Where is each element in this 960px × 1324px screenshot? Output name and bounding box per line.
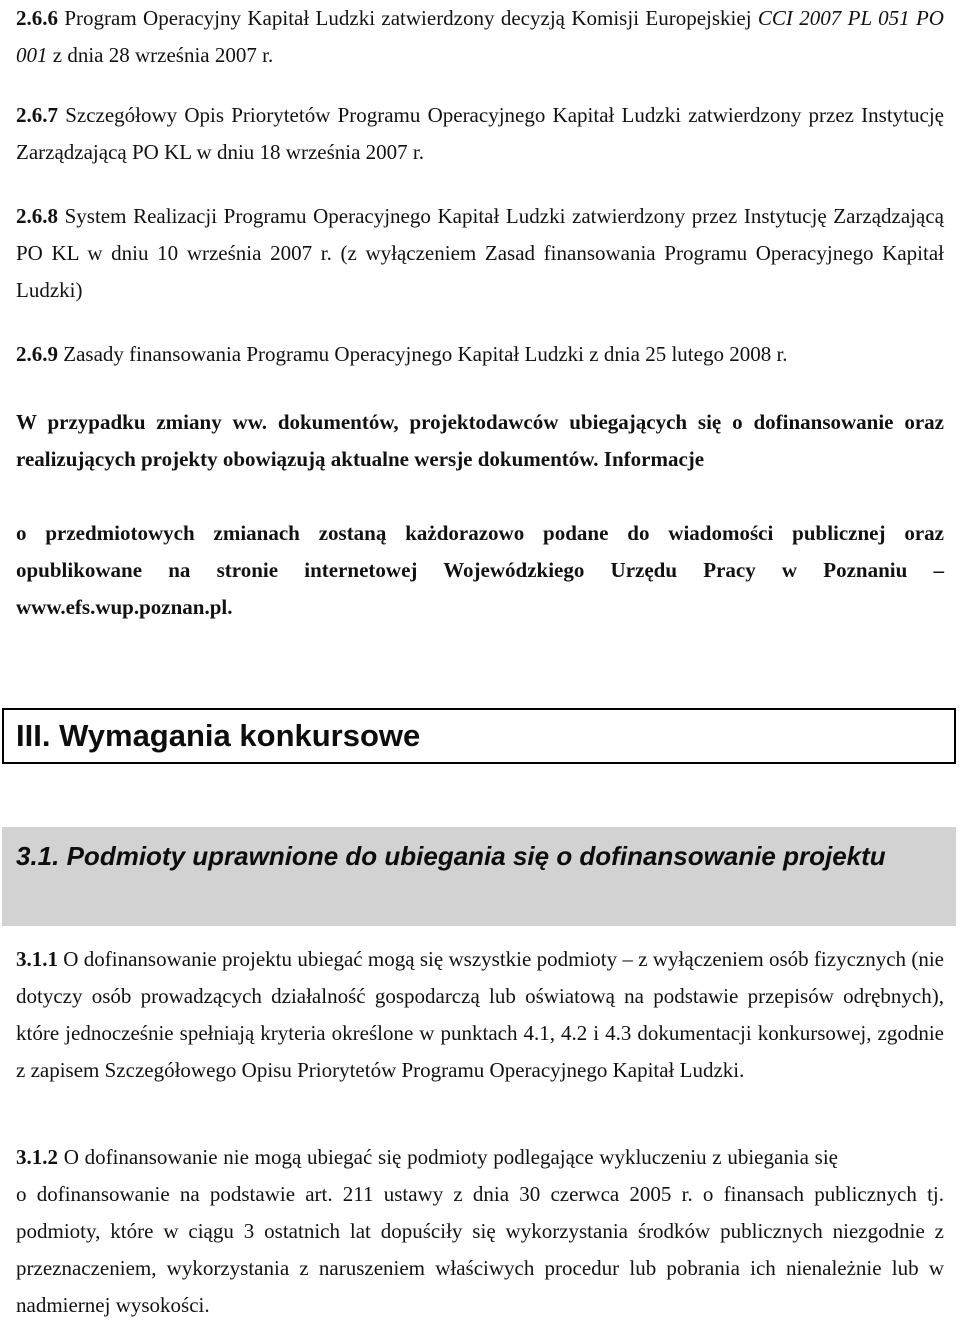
paragraph-number: 3.1.2 [16,1145,58,1169]
item-number: 2.6.6 [16,6,58,30]
paragraph-3-1-2 [16,1139,944,1324]
section-heading-box [2,708,956,764]
list-item-2-6-9 [16,336,944,373]
notice-paragraph [16,404,944,478]
list-item-2-6-7 [16,97,944,171]
paragraph-text: O dofinansowanie nie mogą ubiegać się podmioty podlegające wykluczeniu z ubiegania się [58,1145,838,1169]
item-code: CCI 2007 PL 051 PO 001 [16,6,944,67]
paragraph-3-1-1 [16,941,944,1089]
subsection-heading [2,827,956,926]
item-number: 2.6.7 [16,103,58,127]
item-text: Szczegółowy Opis Priorytetów Programu Operacyjnego Kapitał Ludzki zatwierdzony przez Instytucję Zarządzającą PO KL w dniu 18 września 2007 r. [16,103,944,164]
notice-text-2: o przedmiotowych zmianach zostaną każdorazowo podane do wiadomości publicznej oraz opublikowane na stronie internetowej Wojewódzkiego Urzędu Pracy w Poznaniu – www.efs.wup.poznan.pl. [16,521,944,619]
item-number: 2.6.9 [16,342,58,366]
list-item-2-6-8 [16,198,944,309]
notice-paragraph-continued [16,515,944,626]
item-text: System Realizacji Programu Operacyjnego Kapitał Ludzki zatwierdzony przez Instytucję Zarządzającą PO KL w dniu 10 września 2007 r. (z wyłączeniem Zasad finansowania Programu Operacyjnego Kapitał Ludzki) [16,204,944,302]
item-number: 2.6.8 [16,204,58,228]
item-text-end: z dnia 28 września 2007 r. [47,43,274,67]
paragraph-text-continued: o dofinansowanie na podstawie art. 211 ustawy z dnia 30 czerwca 2005 r. o finansach publicznych tj. podmioty, które w ciągu 3 ostatnich lat dopuściły się wykorzystania środków publicznych niezgodnie z przeznaczeniem, wykorzystania z naruszeniem właściwych procedur lub pobrania ich nienależnie lub w nadmiernej wysokości. [16,1182,944,1317]
notice-text-1: W przypadku zmiany ww. dokumentów, projektodawców ubiegających się o dofinansowanie oraz realizujących projekty obowiązują aktualne wersje dokumentów. Informacje [16,410,944,471]
item-text: Program Operacyjny Kapitał Ludzki zatwierdzony decyzją Komisji Europejskiej [58,6,758,30]
item-text: Zasady finansowania Programu Operacyjnego Kapitał Ludzki z dnia 25 lutego 2008 r. [58,342,788,366]
paragraph-text: O dofinansowanie projektu ubiegać mogą się wszystkie podmioty – z wyłączeniem osób fizycznych (nie dotyczy osób prowadzących działalność gospodarczą lub oświatową na podstawie przepisów odrębnych), które jednocześnie spełniają kryteria określone w punktach 4.1, 4.2 i 4.3 dokumentacji konkursowej, zgodnie z zapisem Szczegółowego Opisu Priorytetów Programu Operacyjnego Kapitał Ludzki. [16,947,944,1082]
paragraph-number: 3.1.1 [16,947,58,971]
list-item-2-6-6 [16,0,944,74]
subsection-title: 3.1. Podmioty uprawnione do ubiegania się o dofinansowanie projektu [16,841,886,871]
section-title: III. Wymagania konkursowe [16,718,421,753]
